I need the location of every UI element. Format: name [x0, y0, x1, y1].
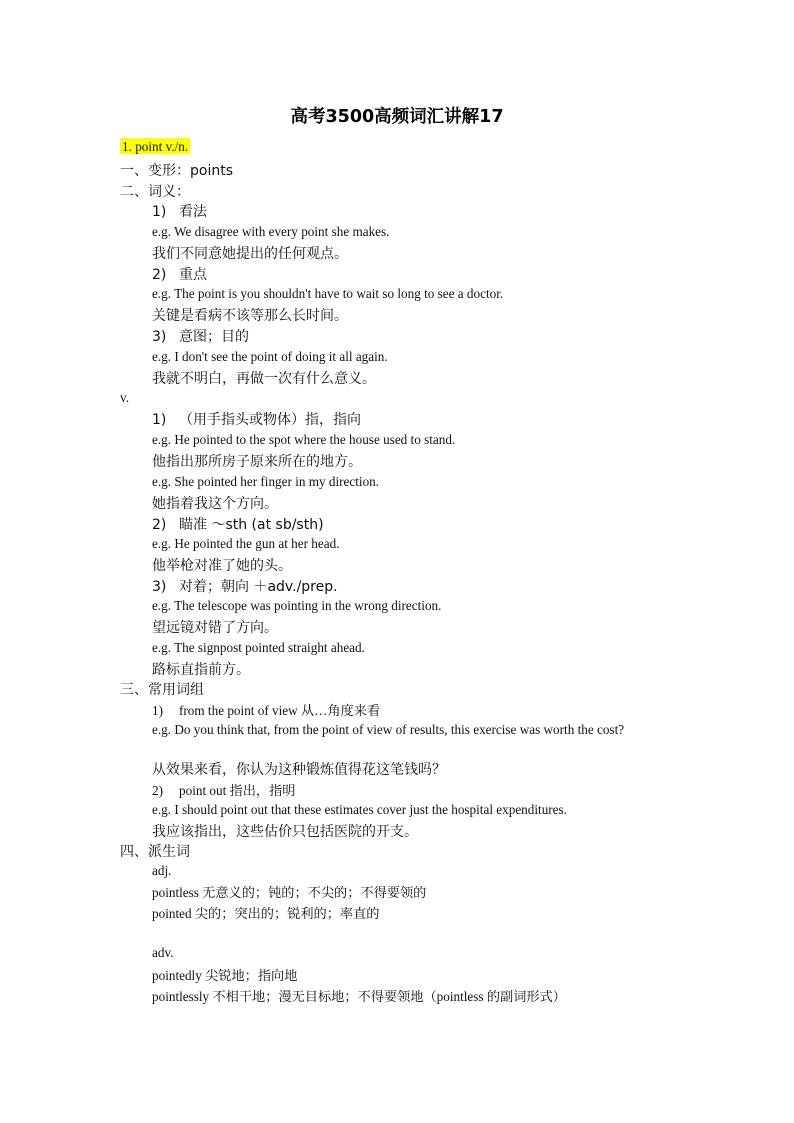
- example-cn: 他指出那所房子原来所在的地方。: [152, 454, 362, 470]
- example-cn: 关键是看病不该等那么长时间。: [152, 308, 348, 324]
- meaning-item: [152, 514, 324, 534]
- item-number: 1): [152, 204, 167, 220]
- derivative-item: pointed 尖的；突出的；锐利的；率直的: [152, 906, 380, 921]
- item-number: 2): [152, 783, 163, 798]
- meaning-item: [152, 326, 249, 346]
- item-number: 2): [152, 267, 167, 283]
- phrase-item: [152, 780, 296, 799]
- meaning-text: （用手指头或物体）指，指向: [179, 412, 361, 428]
- example-cn: 路标直指前方。: [152, 662, 250, 678]
- example-en: e.g. The telescope was pointing in the wrong direction.: [152, 598, 442, 613]
- example-cn: 我应该指出，这些估价只包括医院的开支。: [152, 824, 418, 840]
- section-inflection: 一、变形：points: [120, 163, 233, 179]
- meaning-item: [152, 264, 207, 284]
- adv-label: adv.: [152, 945, 174, 960]
- example-cn: 他举枪对准了她的头。: [152, 558, 292, 574]
- item-number: 1): [152, 703, 163, 718]
- meaning-text: 看法: [179, 204, 207, 220]
- item-number: 1): [152, 412, 167, 428]
- phrase-text: point out 指出，指明: [179, 783, 296, 798]
- page-title: 高考3500高频词汇讲解17: [290, 107, 504, 127]
- example-en: e.g. We disagree with every point she makes.: [152, 224, 390, 239]
- example-cn: 我就不明白，再做一次有什么意义。: [152, 371, 376, 387]
- meaning-item: [152, 409, 361, 429]
- example-cn: 望远镜对错了方向。: [152, 620, 278, 636]
- example-cn: 我们不同意她提出的任何观点。: [152, 246, 348, 262]
- example-en: e.g. He pointed to the spot where the house used to stand.: [152, 432, 456, 447]
- derivative-item: pointedly 尖锐地；指向地: [152, 968, 298, 983]
- highlighted-word: 1. point v./n.: [122, 139, 189, 154]
- item-number: 3): [152, 579, 167, 595]
- derivative-item: pointlessly 不相干地；漫无目标地；不得要领地（pointless 的副词形式）: [152, 989, 566, 1004]
- example-en: e.g. I should point out that these estimates cover just the hospital expenditures.: [152, 802, 567, 817]
- phrase-item: [152, 700, 380, 719]
- word-heading: [120, 139, 190, 155]
- section-phrases: 三、常用词组: [120, 682, 204, 698]
- section-meanings: 二、词义：: [120, 184, 190, 200]
- example-cn: 她指着我这个方向。: [152, 496, 278, 512]
- section-derivatives: 四、派生词: [120, 844, 190, 860]
- example-en: e.g. She pointed her finger in my direction.: [152, 474, 380, 489]
- verb-label: v.: [120, 390, 130, 405]
- item-number: 3): [152, 329, 167, 345]
- example-cn: 从效果来看，你认为这种锻炼值得花这笔钱吗？: [152, 762, 446, 778]
- meaning-item: [152, 201, 207, 221]
- derivative-item: pointless 无意义的；钝的；不尖的；不得要领的: [152, 885, 427, 900]
- meaning-text: 瞄准 ～sth (at sb/sth): [179, 517, 324, 533]
- phrase-text: from the point of view 从…角度来看: [179, 703, 381, 718]
- example-en: e.g. The point is you shouldn't have to wait so long to see a doctor.: [152, 286, 504, 301]
- example-en: e.g. I don't see the point of doing it all again.: [152, 349, 388, 364]
- meaning-text: 重点: [179, 267, 207, 283]
- example-en: e.g. Do you think that, from the point of view of results, this exercise was worth the cost?: [152, 722, 625, 737]
- example-en: e.g. He pointed the gun at her head.: [152, 536, 340, 551]
- meaning-item: [152, 576, 338, 596]
- example-en: e.g. The signpost pointed straight ahead.: [152, 640, 365, 655]
- meaning-text: 意图；目的: [179, 329, 249, 345]
- item-number: 2): [152, 517, 167, 533]
- meaning-text: 对着；朝向 ＋adv./prep.: [179, 579, 338, 595]
- adj-label: adj.: [152, 863, 172, 878]
